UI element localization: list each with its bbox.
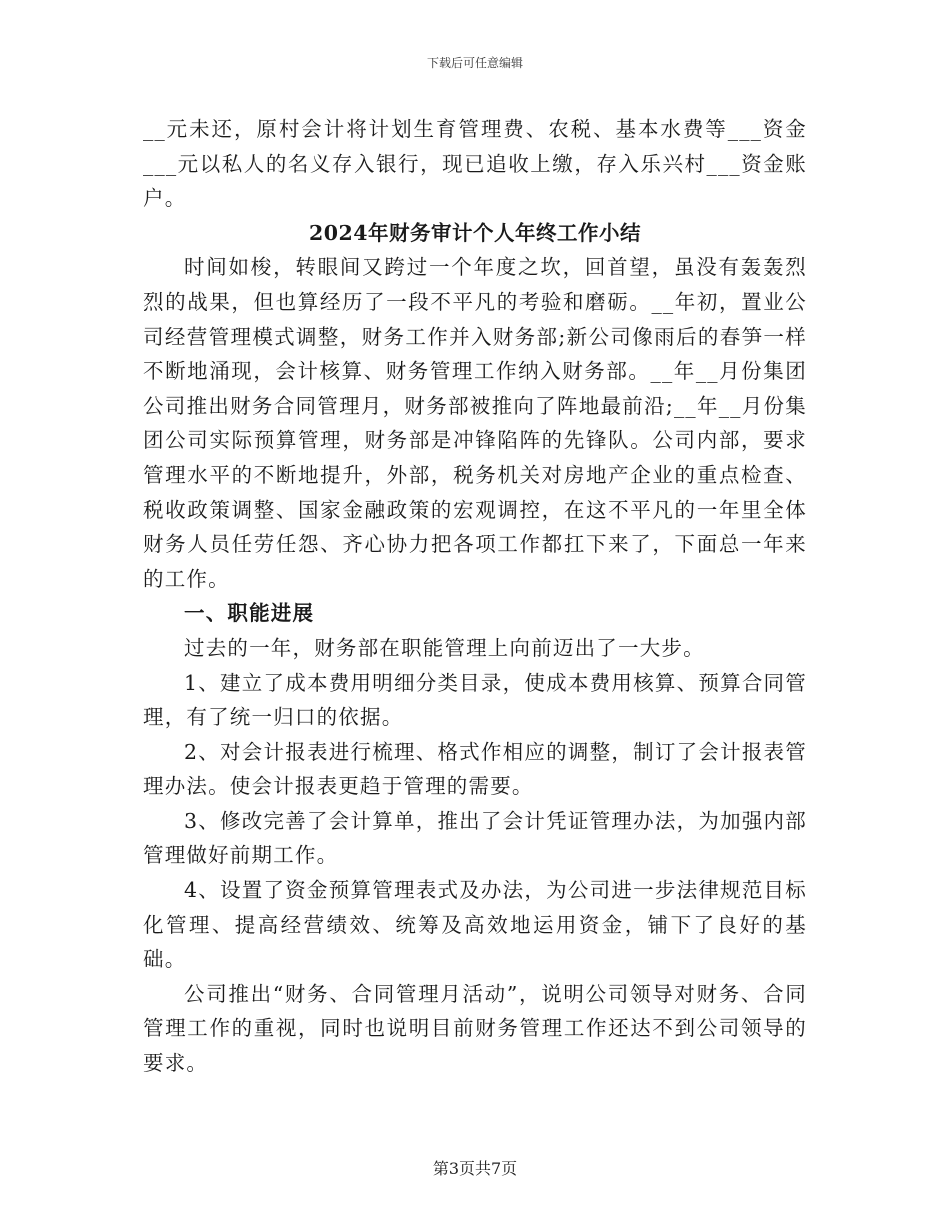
- section1-item-3: 3、修改完善了会计算单，推出了会计凭证管理办法，为加强内部管理做好前期工作。: [143, 808, 807, 868]
- document-body: [143, 112, 807, 1081]
- section1-paragraph-1: 过去的一年，财务部在职能管理上向前迈出了一大步。: [184, 635, 705, 660]
- section-heading-1: 一、职能进展: [184, 601, 315, 626]
- body-paragraph-1: 时间如梭，转眼间又跨过一个年度之坎，回首望，虽没有轰轰烈烈的战果，但也算经历了一段不平凡的考验和磨砺。__年初，置业公司经营管理模式调整，财务工作并入财务部;新公司像雨后的春笋一样不断地涌现，会计核算、财务管理工作纳入财务部。__年__月份集团公司推出财务合同管理月，财务部被推向了阵地最前沿;__年__月份集团公司实际预算管理，财务部是冲锋陷阵的先锋队。公司内部，要求管理水平的不断地提升，外部，税务机关对房地产企业的重点检查、税收政策调整、国家金融政策的宏观调控，在这不平凡的一年里全体财务人员任劳任怨、齐心协力把各项工作都扛下来了，下面总一年来的工作。: [143, 255, 807, 591]
- document-title: 2024年财务审计个人年终工作小结: [308, 220, 642, 245]
- page-header: 下载后可任意编辑: [426, 56, 523, 70]
- section1-item-1: 1、建立了成本费用明细分类目录，使成本费用核算、预算合同管理，有了统一归口的依据。: [143, 670, 807, 730]
- page-number: 第3页共7页: [432, 1159, 518, 1178]
- section1-item-2: 2、对会计报表进行梳理、格式作相应的调整，制订了会计报表管理办法。使会计报表更趋于管理的需要。: [143, 739, 807, 799]
- section1-item-4: 4、设置了资金预算管理表式及办法，为公司进一步法律规范目标化管理、提高经营绩效、统筹及高效地运用资金，铺下了良好的基础。: [143, 878, 807, 972]
- intro-paragraph: __元未还，原村会计将计划生育管理费、农税、基本水费等___资金___元以私人的名义存入银行，现已追收上缴，存入乐兴村___资金账户。: [143, 117, 807, 211]
- section1-paragraph-6: 公司推出“财务、合同管理月活动”，说明公司领导对财务、合同管理工作的重视，同时也说明目前财务管理工作还达不到公司领导的要求。: [143, 981, 807, 1076]
